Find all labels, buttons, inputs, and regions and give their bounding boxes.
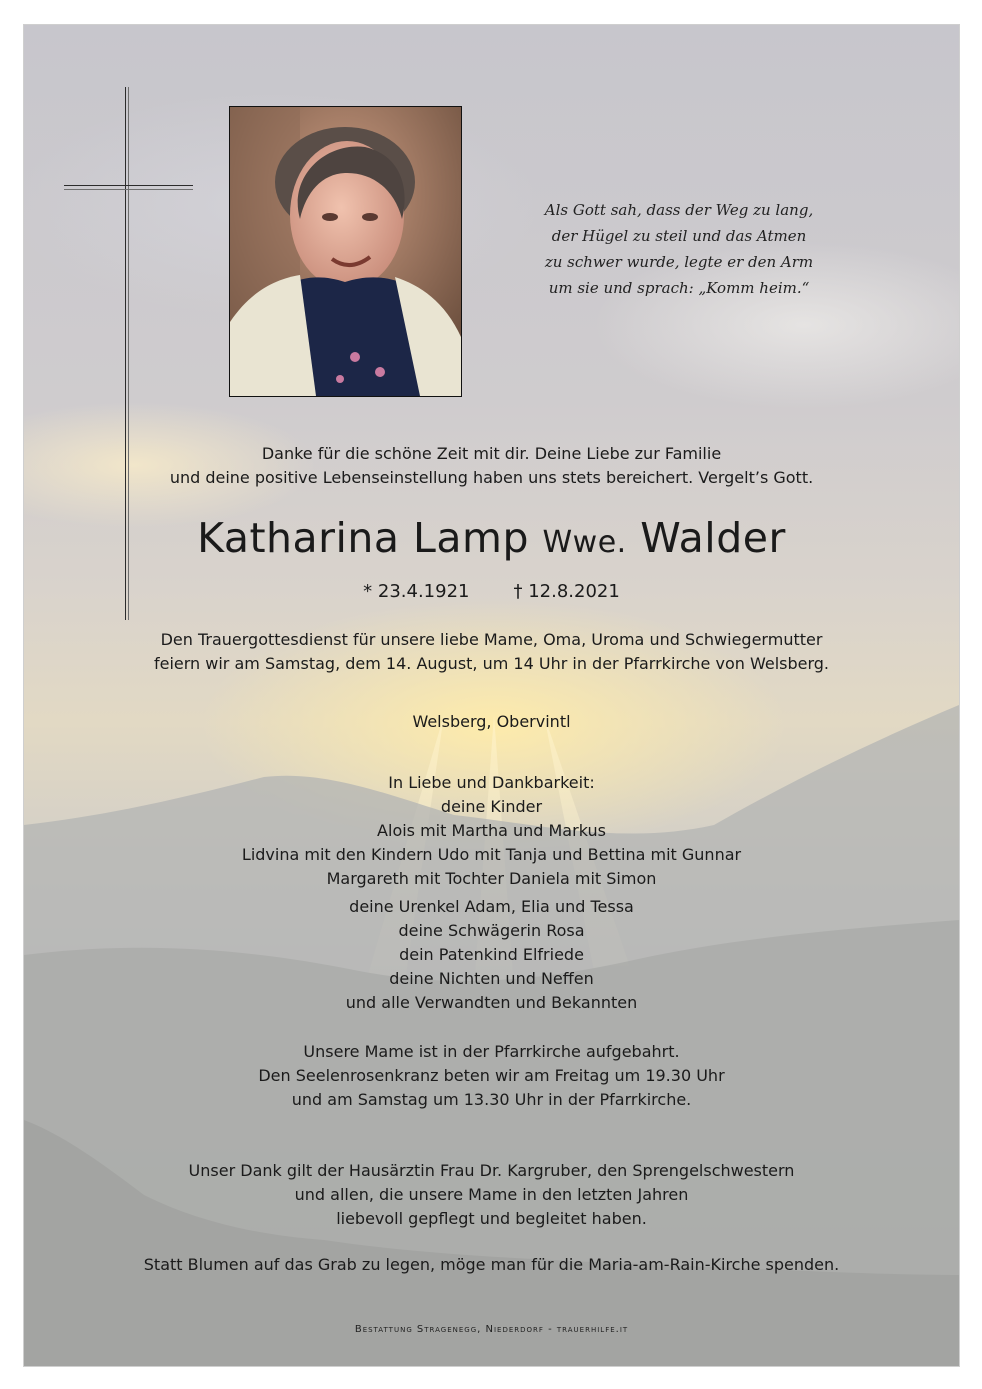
mourner-line: deine Urenkel Adam, Elia und Tessa bbox=[349, 897, 634, 916]
mourner-line: Alois mit Martha und Markus bbox=[377, 821, 606, 840]
mourner-line: deine Schwägerin Rosa bbox=[398, 921, 585, 940]
place: Welsberg, Obervintl bbox=[412, 712, 571, 731]
mourners bbox=[24, 771, 959, 1015]
mourners-heading: In Liebe und Dankbarkeit: bbox=[388, 773, 595, 792]
service-line: Den Trauergottesdienst für unsere liebe Mame, Oma, Uroma und Schwiegermutter bbox=[160, 630, 823, 649]
thanks-line: und deine positive Lebenseinstellung haben uns stets bereichert. Vergelt’s Gott. bbox=[169, 468, 814, 487]
name-given: Katharina Lamp bbox=[197, 514, 529, 562]
mourner-line: Lidvina mit den Kindern Udo mit Tanja und Bettina mit Gunnar bbox=[241, 845, 742, 864]
mourner-line: deine Kinder bbox=[440, 797, 543, 816]
death-date: † 12.8.2021 bbox=[513, 581, 620, 602]
quote-line: zu schwer wurde, legte er den Arm bbox=[544, 253, 814, 271]
cross-horizontal bbox=[64, 185, 193, 190]
name-married: Walder bbox=[640, 514, 786, 562]
wake-line: und am Samstag um 13.30 Uhr in der Pfarrkirche. bbox=[291, 1090, 692, 1109]
wake-info bbox=[24, 1040, 959, 1112]
mourner-line: und alle Verwandten und Bekannten bbox=[345, 993, 638, 1012]
wake-line: Den Seelenrosenkranz beten wir am Freitag um 19.30 Uhr bbox=[258, 1066, 725, 1085]
quote-line: der Hügel zu steil und das Atmen bbox=[551, 227, 807, 245]
thanks-line: Danke für die schöne Zeit mit dir. Deine Liebe zur Familie bbox=[261, 444, 722, 463]
quote-line: um sie und sprach: „Komm heim.“ bbox=[548, 279, 810, 297]
gratitude-line: liebevoll gepflegt und begleitet haben. bbox=[336, 1209, 647, 1228]
mourner-line: deine Nichten und Neffen bbox=[389, 969, 594, 988]
gratitude-line: Unser Dank gilt der Hausärztin Frau Dr. Kargruber, den Sprengelschwestern bbox=[188, 1161, 795, 1180]
birth-date: * 23.4.1921 bbox=[363, 581, 470, 602]
widow-abbreviation: Wwe. bbox=[542, 525, 627, 560]
life-dates bbox=[24, 580, 959, 604]
service-line: feiern wir am Samstag, dem 14. August, um 14 Uhr in der Pfarrkirche von Welsberg. bbox=[153, 654, 830, 673]
gratitude bbox=[24, 1159, 959, 1231]
mourner-line: Margareth mit Tochter Daniela mit Simon bbox=[326, 869, 657, 888]
mourner-line: dein Patenkind Elfriede bbox=[399, 945, 584, 964]
donation-note: Statt Blumen auf das Grab zu legen, möge man für die Maria-am-Rain-Kirche spenden. bbox=[143, 1255, 840, 1274]
obituary-card bbox=[23, 24, 960, 1367]
quote bbox=[494, 197, 864, 301]
funeral-home-footer: Bestattung Stragenegg, Niederdorf - trauerhilfe.it bbox=[354, 1324, 629, 1335]
quote-line: Als Gott sah, dass der Weg zu lang, bbox=[544, 201, 814, 219]
thanks-text bbox=[24, 442, 959, 490]
portrait-photo bbox=[229, 106, 462, 397]
deceased-name bbox=[24, 513, 959, 568]
gratitude-line: und allen, die unsere Mame in den letzten Jahren bbox=[294, 1185, 689, 1204]
funeral-service bbox=[24, 628, 959, 676]
wake-line: Unsere Mame ist in der Pfarrkirche aufgebahrt. bbox=[303, 1042, 680, 1061]
